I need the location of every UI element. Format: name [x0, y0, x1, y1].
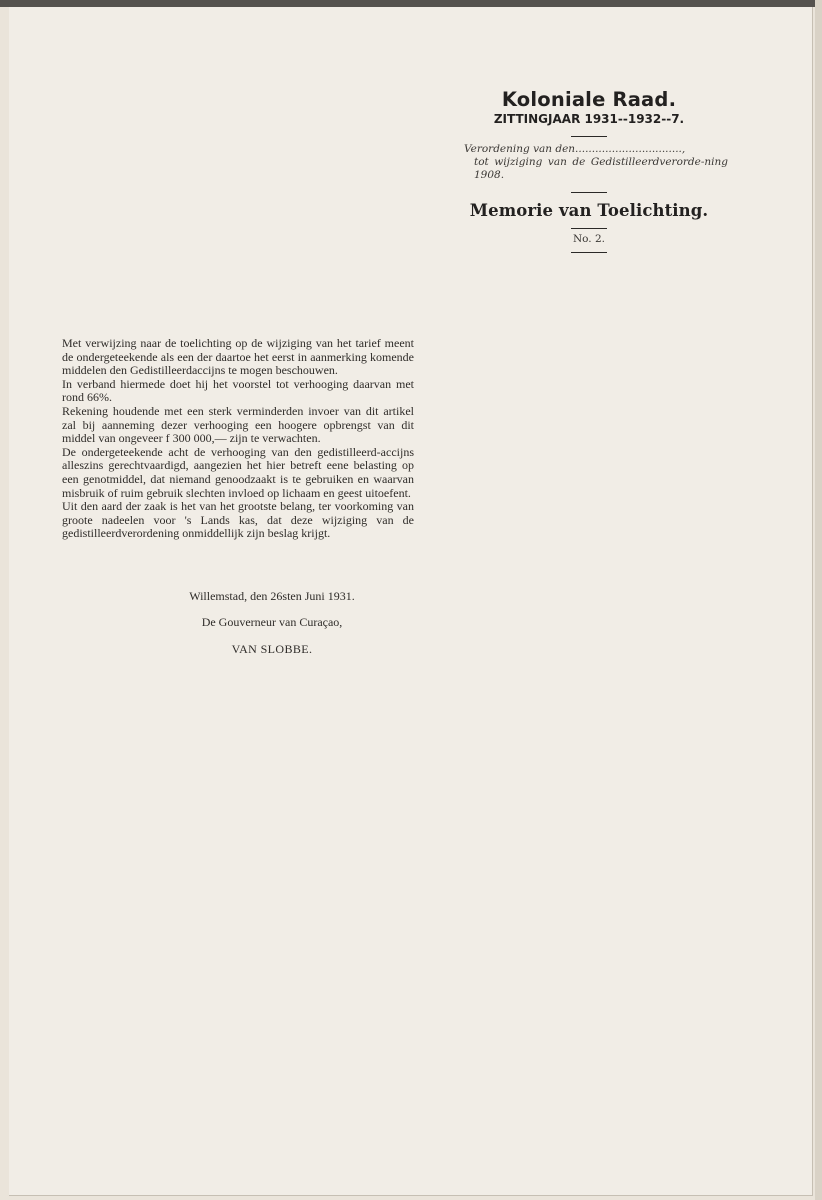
body-paragraph: Uit den aard der zaak is het van het grootste belang, ter voorkoming van groote nadeelen voor 's Lands kas, dat deze wijziging van de gedistilleerdverordening onmiddellijk zijn beslag krijgt.	[62, 499, 414, 541]
header-divider	[571, 192, 607, 193]
body-paragraph: In verband hiermede doet hij het voorstel tot verhooging daarvan met rond 66%.	[62, 376, 414, 405]
document-header	[450, 88, 728, 253]
header-divider	[571, 136, 607, 137]
document-number: No. 2.	[572, 233, 606, 245]
body-paragraph: Rekening houdende met een sterk verminderden invoer van dit artikel zal bij aanneming dezer verhooging een hoogere opbrengst van dit middel van ongeveer f 300 000,— zijn te verwachten.	[62, 403, 414, 446]
signatory-name: VAN SLOBBE.	[231, 642, 313, 656]
place-and-date: Willemstad, den 26sten Juni 1931.	[189, 589, 355, 603]
memorie-body	[62, 337, 414, 541]
memorie-heading: Memorie van Toelichting.	[469, 201, 709, 220]
header-divider	[571, 252, 607, 253]
governor-title: De Gouverneur van Curaçao,	[201, 615, 343, 629]
session-year: ZITTINGJAAR 1931--1932--7.	[493, 112, 685, 126]
ordinance-description	[464, 143, 728, 182]
header-divider	[571, 228, 607, 229]
scan-right-edge	[815, 0, 822, 1200]
ordinance-subject: tot wijziging van de Gedistilleerdverorde-ning 1908.	[474, 156, 728, 181]
ordinance-line: Verordening van den................................,	[464, 143, 686, 155]
body-paragraph: Met verwijzing naar de toelichting op de wijziging van het tarief meent de ondergeteekende als een der daartoe het eerst in aanmerking komende middelen den Gedistilleerdaccijns te mogen beschouwen.	[62, 336, 414, 378]
council-title: Koloniale Raad.	[501, 88, 677, 111]
scan-top-edge	[0, 0, 822, 7]
body-paragraph: De ondergeteekende acht de verhooging van den gedistilleerd-accijns alleszins gerechtvaardigd, aangezien het hier betreft eene belasting op een genotmiddel, dat niemand genoodzaakt is te gebruiken en waarvan misbruik of ruim gebruik slechten invloed op lichaam en geest uitoefent.	[62, 444, 414, 500]
